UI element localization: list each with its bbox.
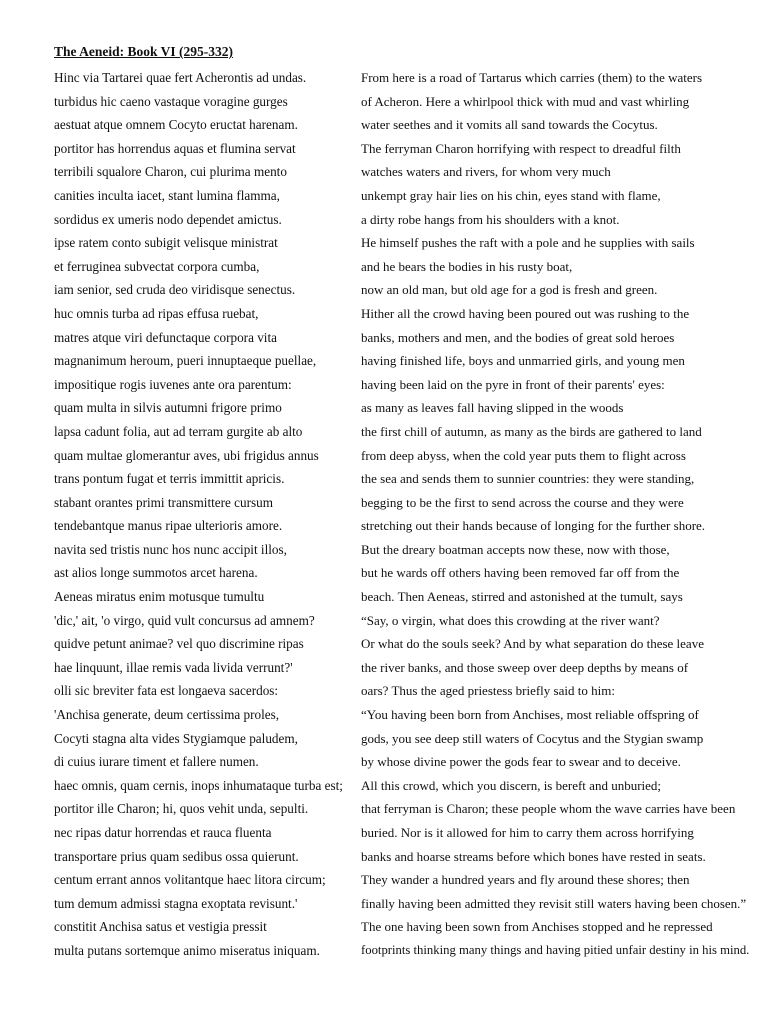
english-line: begging to be the first to send across the course and they were <box>361 494 684 510</box>
english-line: banks, mothers and men, and the bodies of great sold heroes <box>361 329 675 345</box>
english-line: that ferryman is Charon; these people whom the wave carries have been <box>361 801 736 817</box>
latin-line: tum demum admissi stagna exoptata revisunt.' <box>54 895 298 911</box>
english-line: unkempt gray hair lies on his chin, eyes stand with flame, <box>361 187 661 203</box>
english-line: of Acheron. Here a whirlpool thick with mud and vast whirling <box>361 93 690 109</box>
english-line: From here is a road of Tartarus which carries (them) to the waters <box>361 70 703 85</box>
english-line: Hither all the crowd having been poured out was rushing to the <box>361 305 690 321</box>
latin-line: matres atque viri defunctaque corpora vita <box>54 329 277 345</box>
english-line: and he bears the bodies in his rusty boat, <box>361 258 573 274</box>
latin-line: aestuat atque omnem Cocyto eructat harenam. <box>54 117 298 133</box>
latin-line: sordidus ex umeris nodo dependet amictus. <box>54 211 282 227</box>
latin-line: tendebantque manus ripae ulterioris amore. <box>54 518 283 534</box>
latin-line: olli sic breviter fata est longaeva sacerdos: <box>54 683 279 699</box>
english-line: He himself pushes the raft with a pole and he supplies with sails <box>361 235 695 251</box>
latin-line: ipse ratem conto subigit velisque ministrat <box>54 235 278 251</box>
latin-line: Aeneas miratus enim motusque tumultu <box>54 589 265 605</box>
english-line: The ferryman Charon horrifying with respect to dreadful filth <box>361 140 681 156</box>
latin-line: stabant orantes primi transmittere cursum <box>54 494 273 510</box>
english-line: but he wards off others having been removed far off from the <box>361 565 680 581</box>
english-line: having been laid on the pyre in front of their parents' eyes: <box>361 376 665 392</box>
english-line: the first chill of autumn, as many as the birds are gathered to land <box>361 423 702 439</box>
english-line: the river banks, and those sweep over deep depths by means of <box>361 659 689 675</box>
latin-line: terribili squalore Charon, cui plurima mento <box>54 164 287 180</box>
latin-line: canities inculta iacet, stant lumina flamma, <box>54 187 280 203</box>
latin-line: centum errant annos volitantque haec litora circum; <box>54 872 326 888</box>
english-line: stretching out their hands because of longing for the further shore. <box>361 518 706 534</box>
latin-line: ast alios longe summotos arcet harena. <box>54 565 258 581</box>
latin-line: quam multae glomerantur aves, ubi frigidus annus <box>54 447 319 463</box>
latin-line: impositique rogis iuvenes ante ora parentum: <box>54 376 292 392</box>
latin-line: magnanimum heroum, pueri innuptaeque puellae, <box>54 353 317 369</box>
english-line: beach. Then Aeneas, stirred and astonished at the tumult, says <box>361 589 683 605</box>
english-line: from deep abyss, when the cold year puts them to flight across <box>361 447 686 463</box>
latin-line: Hinc via Tartarei quae fert Acherontis ad undas. <box>54 70 307 85</box>
latin-line: Cocyti stagna alta vides Stygiamque paludem, <box>54 730 298 746</box>
latin-line: portitor has horrendus aquas et flumina servat <box>54 140 296 156</box>
english-line: as many as leaves fall having slipped in the woods <box>361 400 624 416</box>
english-line: buried. Nor is it allowed for him to carry them across horrifying <box>361 825 694 840</box>
english-line: They wander a hundred years and fly around these shores; then <box>361 872 690 888</box>
latin-line: nec ripas datur horrendas et rauca fluenta <box>54 825 272 840</box>
english-line: watches waters and rivers, for whom very much <box>361 164 611 180</box>
english-line: oars? Thus the aged priestess briefly said to him: <box>361 683 615 699</box>
latin-line: multa putans sortemque animo miseratus iniquam. <box>54 942 320 958</box>
latin-line: hae linquunt, illae remis vada livida verrunt?' <box>54 659 293 675</box>
english-translation-column <box>361 66 751 963</box>
english-line: finally having been admitted they revisit still waters having been chosen.” <box>361 895 747 911</box>
english-line: banks and hoarse streams before which bones have rested in seats. <box>361 848 706 864</box>
latin-line: transportare prius quam sedibus ossa quierunt. <box>54 848 299 864</box>
english-line: having finished life, boys and unmarried girls, and young men <box>361 353 685 369</box>
latin-line: huc omnis turba ad ripas effusa ruebat, <box>54 305 259 321</box>
english-line: now an old man, but old age for a god is fresh and green. <box>361 282 658 298</box>
latin-line: lapsa cadunt folia, aut ad terram gurgite ab alto <box>54 423 303 439</box>
latin-line: di cuius iurare timent et fallere numen. <box>54 754 259 770</box>
english-line: But the dreary boatman accepts now these, now with those, <box>361 541 670 557</box>
english-line: Or what do the souls seek? And by what separation do these leave <box>361 636 704 652</box>
latin-line: navita sed tristis nunc hos nunc accipit illos, <box>54 541 287 557</box>
latin-line: turbidus hic caeno vastaque voragine gurges <box>54 93 288 109</box>
latin-line: 'dic,' ait, 'o virgo, quid vult concursus ad amnem? <box>54 612 315 628</box>
latin-line: quam multa in silvis autumni frigore primo <box>54 400 282 416</box>
english-line: water seethes and it vomits all sand towards the Cocytus. <box>361 117 658 133</box>
english-line: “Say, o virgin, what does this crowding at the river want? <box>361 612 660 628</box>
latin-line: portitor ille Charon; hi, quos vehit unda, sepulti. <box>54 801 309 817</box>
latin-line: haec omnis, quam cernis, inops inhumataque turba est; <box>54 777 343 793</box>
english-line: gods, you see deep still waters of Cocytus and the Stygian swamp <box>361 730 704 746</box>
document-title: The Aeneid: Book VI (295-332) <box>54 44 234 59</box>
latin-line: 'Anchisa generate, deum certissima proles, <box>54 707 280 723</box>
latin-line: trans pontum fugat et terris immittit apricis. <box>54 471 285 487</box>
latin-line: iam senior, sed cruda deo viridisque senectus. <box>54 282 296 298</box>
latin-line: et ferruginea subvectat corpora cumba, <box>54 258 260 274</box>
english-line: “You having been born from Anchises, most reliable offspring of <box>361 707 699 723</box>
english-line: the sea and sends them to sunnier countries: they were standing, <box>361 471 695 487</box>
english-line: footprints thinking many things and having pitied unfair destiny in his mind. <box>361 942 750 957</box>
latin-line: constitit Anchisa satus et vestigia pressit <box>54 919 267 935</box>
latin-text-column <box>54 66 354 963</box>
english-line: a dirty robe hangs from his shoulders with a knot. <box>361 211 620 227</box>
english-line: by whose divine power the gods fear to swear and to deceive. <box>361 754 681 770</box>
english-line: All this crowd, which you discern, is bereft and unburied; <box>361 777 662 793</box>
latin-line: quidve petunt animae? vel quo discrimine ripas <box>54 636 304 652</box>
english-line: The one having been sown from Anchises stopped and he repressed <box>361 919 713 935</box>
